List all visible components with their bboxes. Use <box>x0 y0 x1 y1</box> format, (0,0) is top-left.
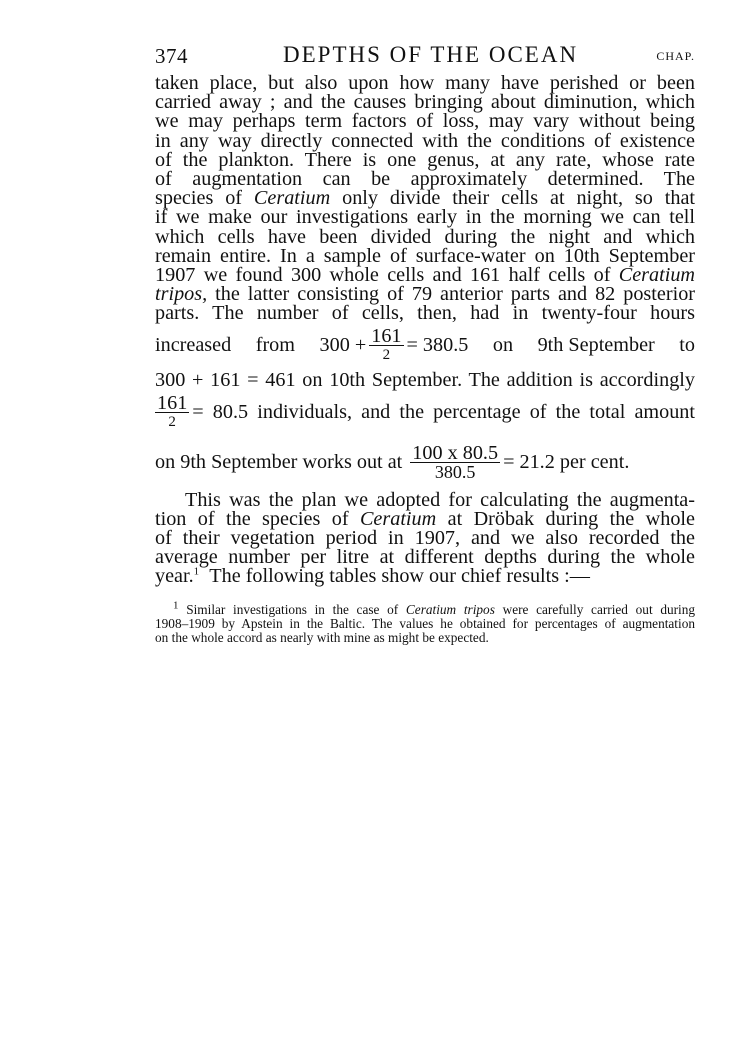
fraction <box>410 444 500 481</box>
math-line-increase <box>155 323 695 367</box>
page-number: 374 <box>155 44 188 68</box>
text-segment: at Dröbak during the whole <box>447 507 695 530</box>
text-line: of their vegetation period in 1907, and we also recorded the <box>155 527 695 549</box>
text-line: of augmentation can be approximately determined. The <box>155 167 695 190</box>
math-line-addition <box>155 391 695 435</box>
chapter-label: CHAP. <box>656 49 695 63</box>
footnote-line <box>155 599 696 617</box>
footnote-line: on the whole accord as nearly with mine as might be expected. <box>155 630 489 646</box>
fraction-denominator: 380.5 <box>434 462 476 483</box>
math-text: = 80.5 individuals, and the percentage of the total amount <box>192 401 695 424</box>
footnote-ref: 1 <box>193 565 200 578</box>
fraction-numerator: 161 <box>157 392 188 415</box>
text-line: remain entire. In a sample of surface-water on 10th September <box>155 244 695 267</box>
math-word: to <box>679 333 695 356</box>
math-word: increased <box>155 333 232 356</box>
text-line: This was the plan we adopted for calculating the augmenta- <box>185 488 695 511</box>
italic-genus: Ceratium <box>618 263 696 286</box>
text-line: if we make our investigations early in the morning we can tell <box>155 206 695 229</box>
text-line: 300 + 161 = 461 on 10th September. The addition is accordingly <box>155 369 695 392</box>
math-expression <box>319 324 469 364</box>
text-line: in any way directly connected with the conditions of existence <box>155 129 695 152</box>
text-segment: Similar investigations in the case of <box>186 602 399 617</box>
italic-species: Ceratium tripos <box>405 602 495 617</box>
text-segment: tion of the species of <box>155 507 349 530</box>
italic-genus: Ceratium <box>359 507 437 530</box>
footnote <box>155 599 696 646</box>
text-line <box>155 567 695 586</box>
fraction-denominator: 2 <box>382 346 391 363</box>
italic-genus: Ceratium <box>253 187 331 210</box>
text-line: which cells have been divided during the night and which <box>155 225 695 248</box>
text-segment: 1907 we found 300 whole cells and 161 half cells of <box>155 263 611 286</box>
math-text: on 9th September works out at <box>155 451 403 474</box>
text-segment: species of <box>155 187 243 210</box>
text-line: carried away ; and the causes bringing about diminution, which <box>155 91 695 114</box>
italic-species: tripos, <box>155 283 208 306</box>
text-line: we may perhaps term factors of loss, may vary without being <box>155 110 695 133</box>
math-line-percentage <box>155 441 695 485</box>
math-word: on <box>492 333 514 356</box>
fraction-numerator: 100 x 80.5 <box>412 442 499 465</box>
text-line: taken place, but also upon how many have perished or been <box>155 72 695 94</box>
text-line: average number per litre at different depths during the whole <box>155 546 695 569</box>
page-header <box>155 40 695 72</box>
running-head: DEPTHS OF THE OCEAN <box>283 42 579 67</box>
text-segment: the latter consisting of 79 anterior parts and 82 posterior <box>215 283 696 306</box>
math-term: 300 + <box>319 333 367 356</box>
text-segment: The following tables show our chief results :— <box>209 565 590 588</box>
math-word: 9th September <box>537 333 655 356</box>
text-line: of the plankton. There is one genus, at any rate, whose rate <box>155 148 695 171</box>
fraction-denominator: 2 <box>168 414 176 431</box>
text-line: parts. The number of cells, then, had in twenty-four hours <box>155 302 695 325</box>
text-segment: year. <box>155 565 194 588</box>
fraction <box>155 394 189 431</box>
text-segment: were carefully carried out during <box>502 602 696 617</box>
fraction <box>369 324 403 364</box>
footnote-marker: 1 <box>173 599 179 612</box>
body-text <box>155 74 695 587</box>
text-segment: only divide their cells at night, so that <box>342 187 696 210</box>
math-text: = 21.2 per cent. <box>503 451 630 474</box>
math-word: from <box>255 333 295 356</box>
math-term: = 380.5 <box>406 333 469 356</box>
footnote-line: 1908–1909 by Apstein in the Baltic. The values he obtained for percentages of augmentation <box>155 616 695 632</box>
fraction-numerator: 161 <box>371 324 402 347</box>
